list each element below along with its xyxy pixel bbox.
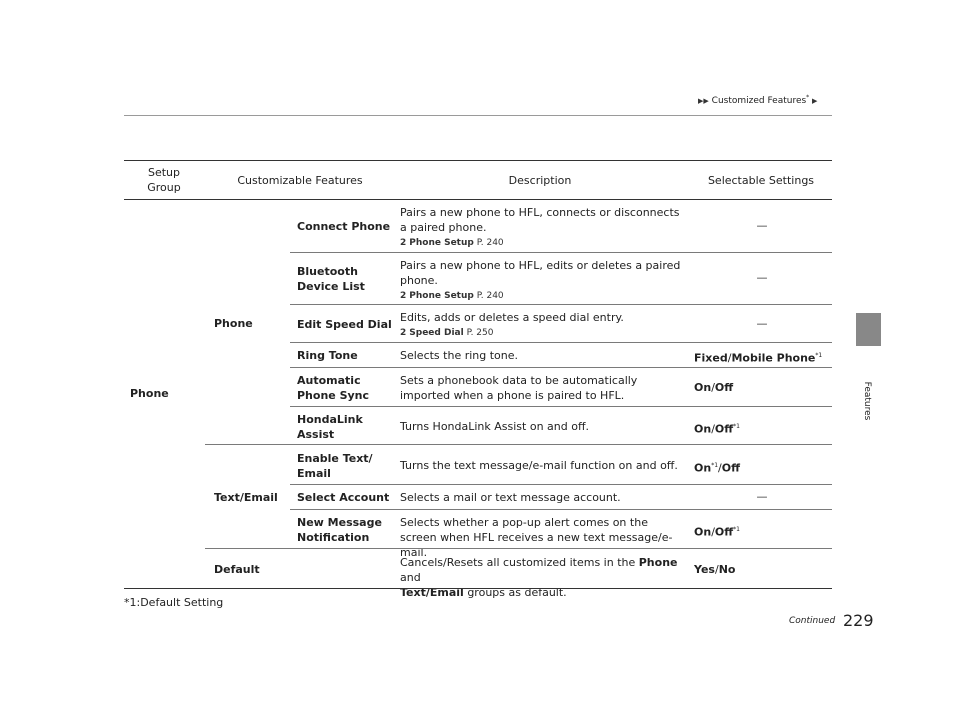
cross-reference[interactable]: 2 Speed Dial P. 250 (400, 328, 494, 338)
reference-arrow-icon: 2 (400, 328, 407, 338)
setting-select-account: — (756, 490, 768, 503)
feature-edit-speed-dial: Edit Speed Dial (297, 318, 392, 331)
description-automatic-phone-sync: Sets a phonebook data to be automatically imported when a phone is paired to HFL. (400, 374, 638, 402)
description-hondalink-assist: Turns HondaLink Assist on and off. (400, 420, 590, 433)
setting-edit-speed-dial: — (756, 317, 768, 330)
top-rule (124, 115, 832, 116)
cross-reference[interactable]: 2 Phone Setup P. 240 (400, 291, 504, 301)
section-tab-marker (856, 313, 881, 346)
row-divider (290, 367, 832, 368)
arrow-right-icon: ▶ (812, 97, 818, 105)
description-new-message-notification: Selects whether a pop-up alert comes on the screen when HFL receives a new text message/e-mail. (400, 516, 673, 559)
breadcrumb-marker: * (806, 94, 810, 101)
setting-automatic-phone-sync: On/Off (694, 381, 734, 394)
arrow-right-icon: ▶▶ (698, 97, 709, 105)
description-enable-text-email: Turns the text message/e-mail function on and off. (400, 459, 678, 472)
setting-new-message-notification: On/Off$^{*1}$ (694, 525, 740, 539)
subgroup-phone: Phone (214, 317, 253, 330)
group-phone: Phone (130, 387, 169, 400)
reference-arrow-icon: 2 (400, 238, 407, 248)
row-divider (290, 406, 832, 407)
continued-label: Continued (789, 616, 836, 626)
table-top-rule (124, 160, 832, 161)
row-divider (205, 444, 832, 445)
feature-automatic-phone-sync: Automatic Phone Sync (297, 374, 370, 402)
page-number: 229 (843, 611, 874, 630)
row-divider (290, 304, 832, 305)
description-bluetooth-device-list: Pairs a new phone to HFL, edits or deletes a paired phone. 2 Phone Setup P. 240 (400, 258, 685, 304)
feature-ring-tone: Ring Tone (297, 349, 358, 362)
setting-connect-phone: — (756, 219, 768, 232)
feature-connect-phone: Connect Phone (297, 220, 391, 233)
setting-bluetooth-device-list: — (756, 271, 768, 284)
subgroup-default: Default (214, 563, 260, 576)
row-divider (290, 509, 832, 510)
breadcrumb-label[interactable]: Customized Features (711, 96, 807, 106)
header-customizable-features: Customizable Features (237, 174, 363, 187)
feature-hondalink-assist: HondaLink Assist (297, 413, 363, 441)
setting-hondalink-assist: On/Off$^{*1}$ (694, 422, 740, 436)
breadcrumb (698, 94, 817, 106)
feature-bluetooth-device-list: Bluetooth Device List (297, 265, 365, 293)
feature-new-message-notification: New Message Notification (297, 516, 382, 544)
row-divider (290, 342, 832, 343)
feature-enable-text-email: Enable Text/ Email (297, 452, 373, 480)
cross-reference[interactable]: 2 Phone Setup P. 240 (400, 238, 504, 248)
setting-default: Yes/No (694, 563, 736, 576)
header-setup-group: Setup Group (147, 166, 181, 194)
header-bottom-rule (124, 199, 832, 200)
description-connect-phone: Pairs a new phone to HFL, connects or disconnects a paired phone. 2 Phone Setup P. 240 (400, 205, 685, 251)
setting-ring-tone: Fixed/Mobile Phone$^{*1}$ (694, 351, 823, 365)
header-selectable-settings: Selectable Settings (707, 174, 815, 187)
feature-select-account: Select Account (297, 491, 390, 504)
header-description: Description (508, 174, 572, 187)
subgroup-text-email: Text/Email (214, 491, 278, 504)
description-select-account: Selects a mail or text message account. (400, 491, 621, 504)
row-divider (290, 252, 832, 253)
section-tab-label: Features (862, 381, 872, 421)
setting-enable-text-email: On$^{*1}$/Off (694, 461, 740, 475)
table-bottom-rule (124, 588, 832, 589)
description-ring-tone: Selects the ring tone. (400, 349, 519, 362)
description-edit-speed-dial: Edits, adds or deletes a speed dial entry. 2 Speed Dial P. 250 (400, 310, 685, 341)
reference-arrow-icon: 2 (400, 291, 407, 301)
row-divider (205, 548, 832, 549)
footnote: *1:Default Setting (124, 596, 224, 609)
row-divider (290, 484, 832, 485)
description-default: Cancels/Resets all customized items in the Phone and Text/Email groups as default. (400, 556, 678, 599)
